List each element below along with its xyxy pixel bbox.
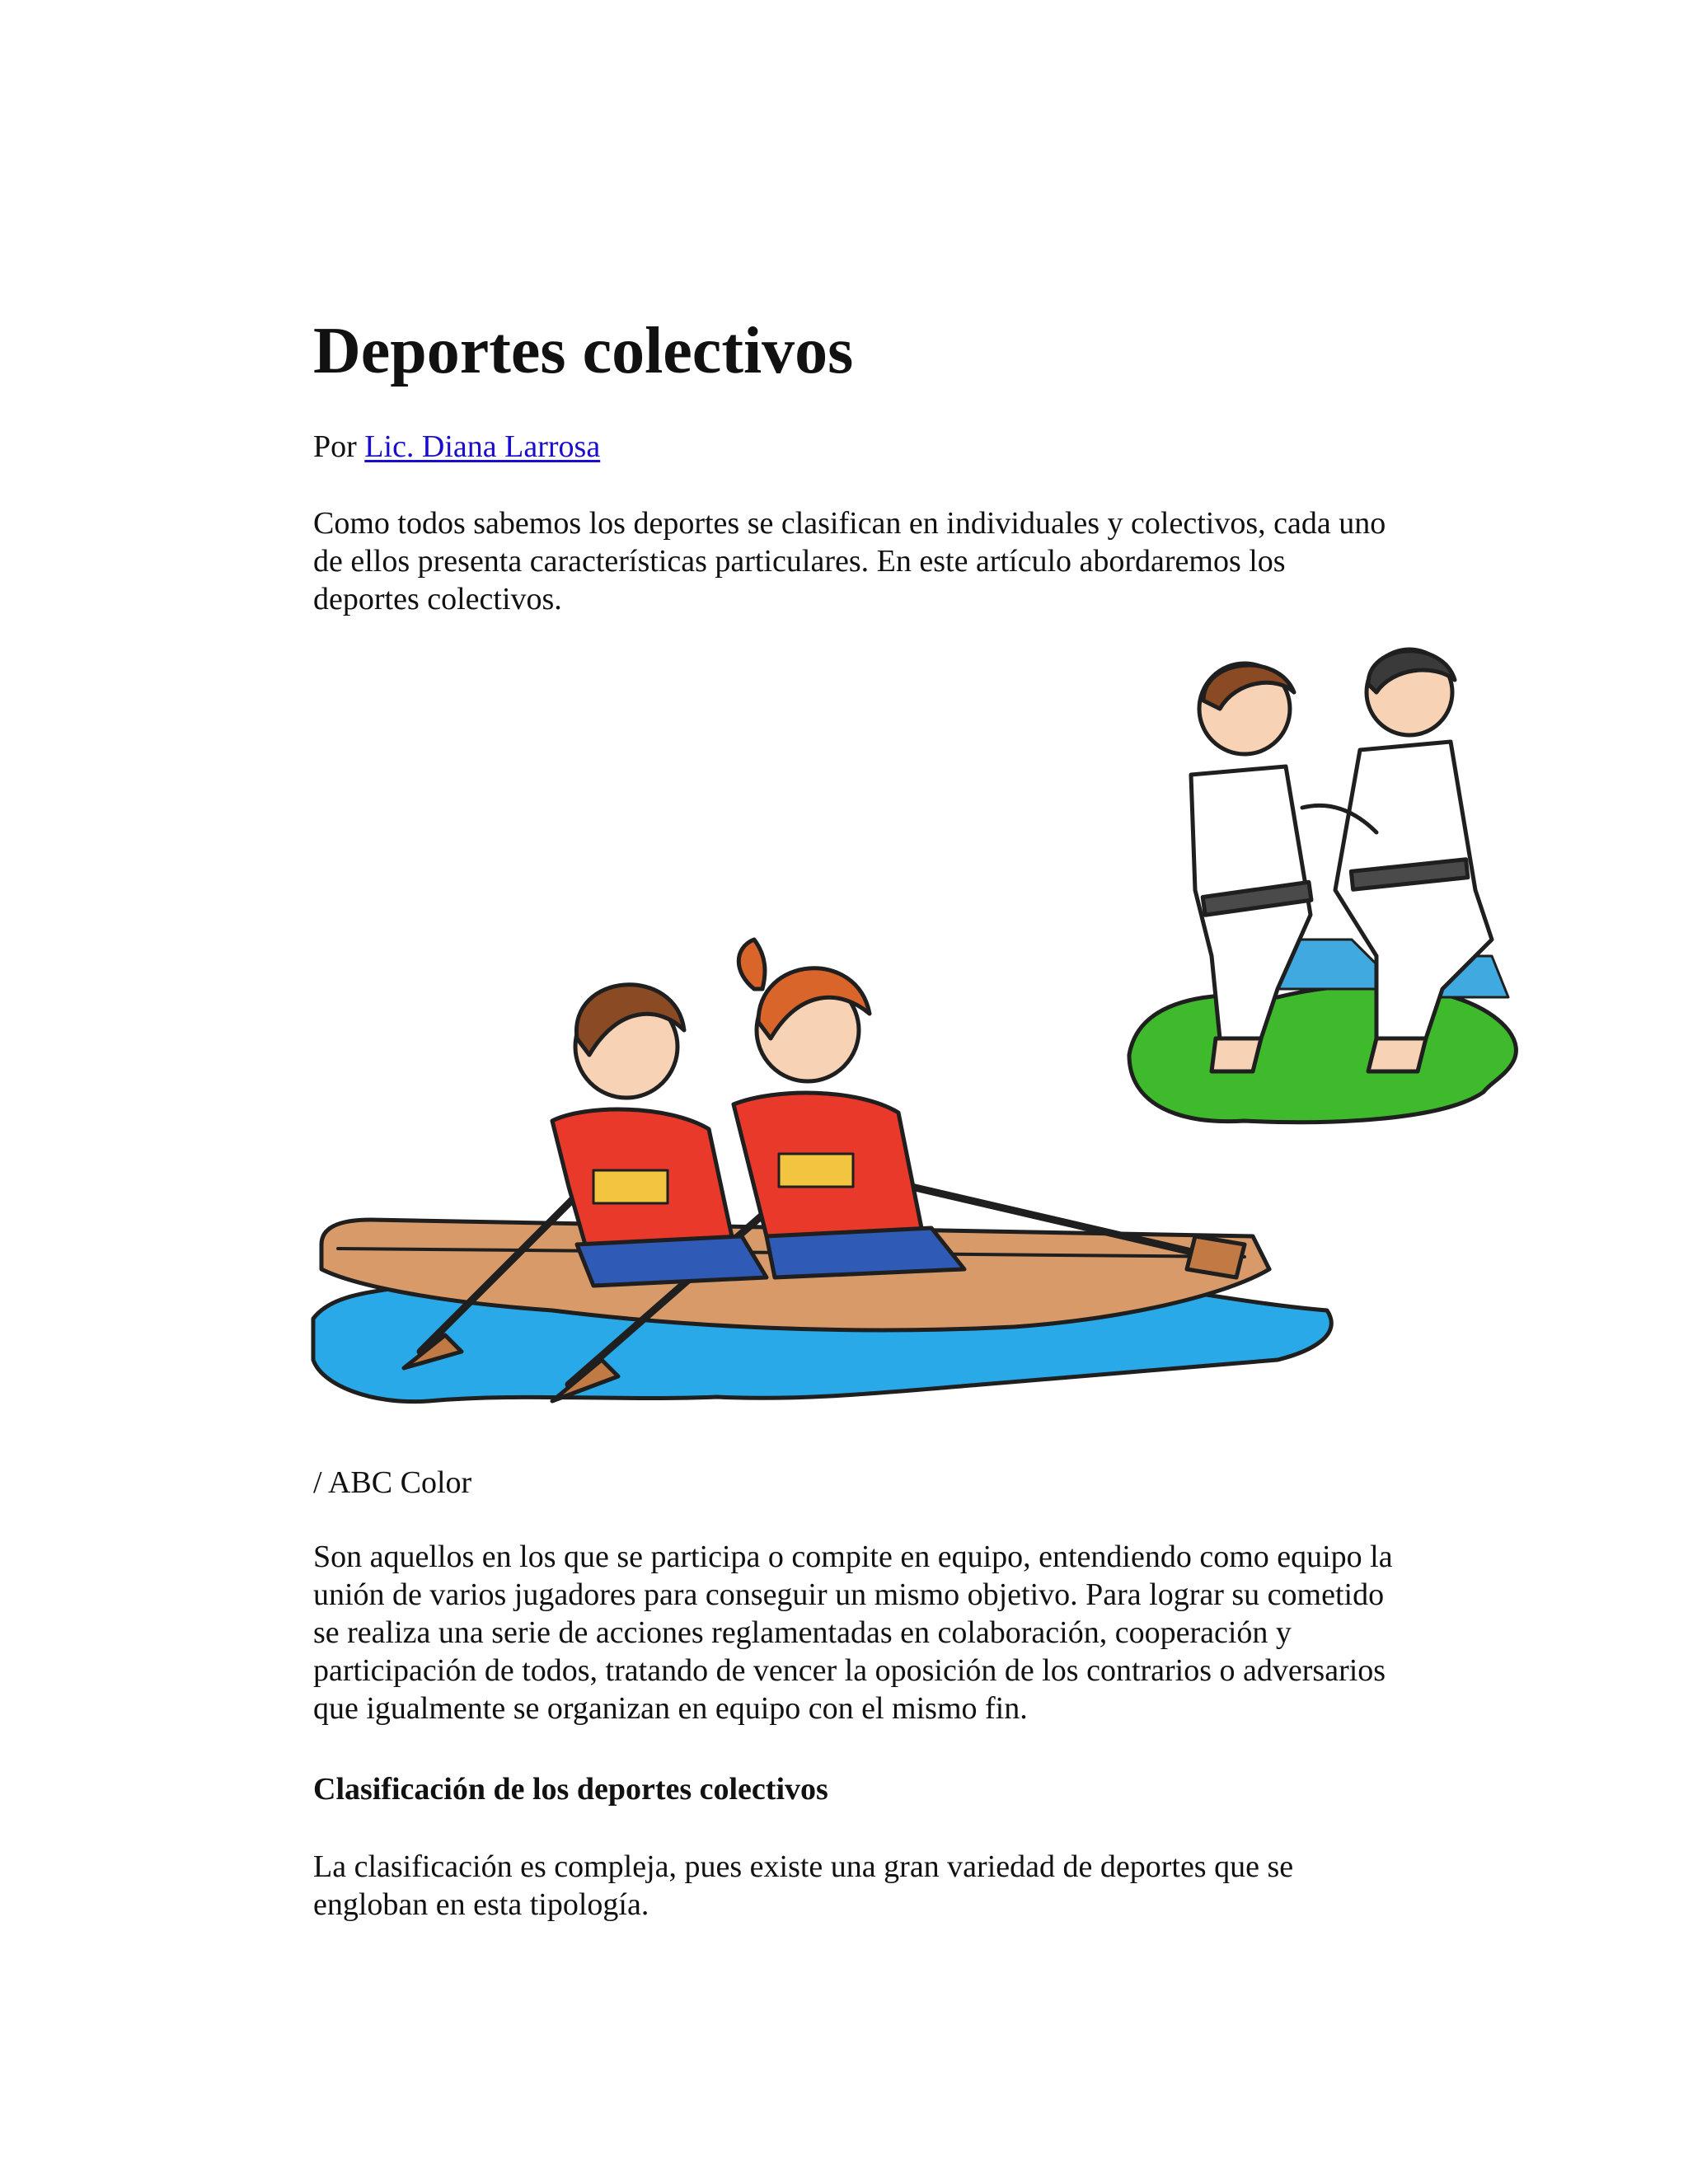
byline-prefix: Por bbox=[313, 429, 357, 464]
judo-illustration bbox=[1129, 649, 1516, 1122]
body-line: Son aquellos en los que se participa o compite en equipo, entendiendo como equipo la bbox=[313, 1540, 1393, 1574]
intro-paragraph bbox=[313, 504, 1467, 618]
intro-line: deportes colectivos. bbox=[313, 582, 562, 616]
intro-line: de ellos presenta características particulares. En este artículo abordaremos los bbox=[313, 544, 1286, 579]
classification-line: engloban en esta tipología. bbox=[313, 1887, 649, 1922]
section-heading: Clasificación de los deportes colectivos bbox=[313, 1772, 828, 1807]
sports-illustration bbox=[305, 643, 1558, 1434]
body-line: unión de varios jugadores para conseguir un mismo objetivo. Para lograr su cometido bbox=[313, 1577, 1385, 1612]
body-paragraph bbox=[313, 1538, 1467, 1727]
classification-line: La clasificación es compleja, pues existe una gran variedad de deportes que se bbox=[313, 1849, 1294, 1884]
intro-line: Como todos sabemos los deportes se clasifican en individuales y colectivos, cada uno bbox=[313, 506, 1386, 541]
body-line: participación de todos, tratando de vencer la oposición de los contrarios o adversarios bbox=[313, 1653, 1386, 1688]
page-title: Deportes colectivos bbox=[313, 315, 854, 387]
image-caption: / ABC Color bbox=[313, 1465, 472, 1500]
body-line: se realiza una serie de acciones reglamentadas en colaboración, cooperación y bbox=[313, 1615, 1292, 1650]
body-line: que igualmente se organizan en equipo con el mismo fin. bbox=[313, 1691, 1028, 1726]
classification-paragraph bbox=[313, 1848, 1467, 1924]
byline bbox=[313, 427, 600, 466]
author-link[interactable]: Lic. Diana Larrosa bbox=[364, 429, 601, 464]
